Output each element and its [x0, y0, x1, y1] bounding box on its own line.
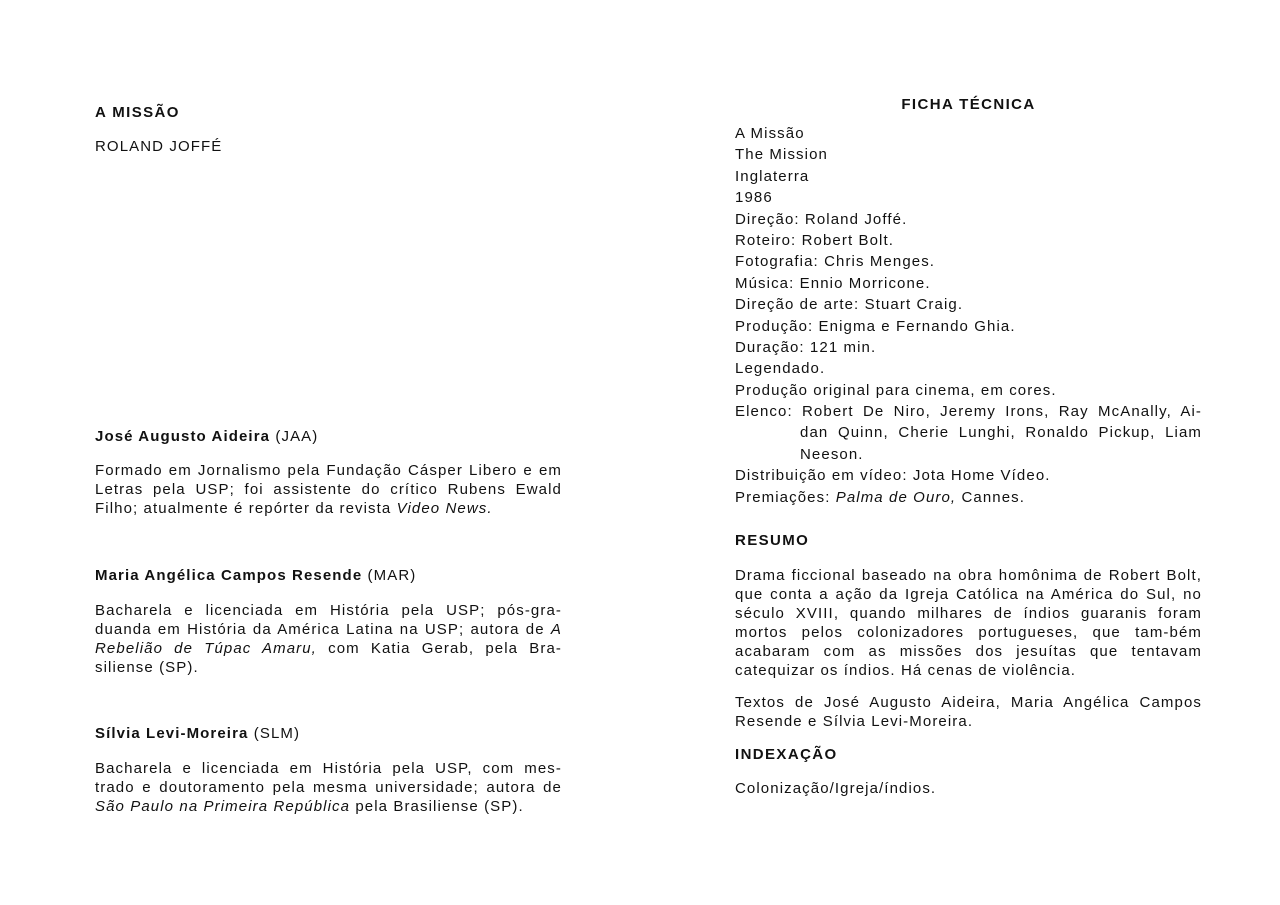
author-initials: (JAA)	[275, 428, 319, 445]
ficha-fotografia: Fotografia: Chris Menges.	[735, 253, 936, 271]
ficha-roteiro: Roteiro: Robert Bolt.	[735, 231, 894, 249]
ficha-titulo-original: The Mission	[735, 146, 828, 164]
author-heading	[95, 725, 300, 742]
author-bio-text: Bacharela e licenciada em História pela USP; pós-gra-duanda em História da América Latina na USP; autora de	[95, 602, 562, 638]
author-name: Sílvia Levi-Moreira	[95, 725, 249, 742]
ficha-legendado: Legendado.	[735, 360, 826, 378]
author-initials: (SLM)	[253, 725, 301, 742]
ficha-producao-original: Produção original para cinema, em cores.	[735, 381, 1057, 399]
ficha-distribuicao: Distribuição em vídeo: Jota Home Vídeo.	[735, 467, 1051, 485]
ficha-producao: Produção: Enigma e Fernando Ghia.	[735, 317, 1016, 335]
resumo-heading: RESUMO	[735, 532, 810, 549]
ficha-elenco	[735, 401, 1202, 465]
author-bio-italic: A Rebelião de Túpac Amaru,	[95, 621, 562, 657]
author-bio	[95, 759, 562, 816]
ficha-titulo: A Missão	[735, 125, 805, 142]
ficha-ano: 1986	[735, 189, 773, 207]
elenco-line: Robert De Niro, Jeremy Irons, Ray McAnally, Ai-	[802, 403, 1202, 421]
author-bio-italic: Video News.	[396, 500, 493, 517]
author-heading	[95, 428, 318, 445]
ficha-pais: Inglaterra	[735, 167, 810, 185]
film-title: A MISSÃO	[95, 104, 180, 121]
author-name: Maria Angélica Campos Resende	[95, 567, 363, 584]
ficha-tecnica	[735, 123, 1202, 508]
right-page	[640, 0, 1280, 905]
premiacoes-label: Premiações:	[735, 488, 836, 506]
indexacao-heading: INDEXAÇÃO	[735, 746, 838, 763]
author-name: José Augusto Aideira	[95, 428, 271, 445]
ficha-duracao: Duração: 121 min.	[735, 338, 877, 356]
premiacoes-award: Palma de Ouro,	[835, 488, 957, 506]
ficha-premiacoes	[735, 487, 1202, 508]
author-bio-tail: com Katia Gerab, pela Bra-siliense (SP).	[95, 640, 562, 676]
director-name: ROLAND JOFFÉ	[95, 138, 223, 155]
textos-credit: Textos de José Augusto Aideira, Maria Angélica Campos Resende e Sílvia Levi-Moreira.	[735, 694, 1202, 730]
author-bio	[95, 601, 562, 677]
elenco-line: dan Quinn, Cherie Lunghi, Ronaldo Pickup, Liam	[800, 424, 1202, 442]
elenco-line: Neeson.	[800, 445, 864, 463]
premiacoes-festival: Cannes.	[956, 488, 1026, 506]
author-bio	[95, 461, 562, 518]
author-bio-text: Bacharela e licenciada em História pela USP, com mes-trado e doutoramento pela mesma universidade; autora de	[95, 760, 562, 796]
ficha-direcao-arte: Direção de arte: Stuart Craig.	[735, 296, 964, 314]
author-heading	[95, 567, 416, 584]
ficha-direcao: Direção: Roland Joffé.	[735, 210, 908, 228]
ficha-heading: FICHA TÉCNICA	[901, 96, 1036, 113]
author-bio-text: Formado em Jornalismo pela Fundação Cásper Libero e em Letras pela USP; foi assistente do crítico Rubens Ewald Filho; atualmente é repórter da revista	[95, 462, 562, 517]
author-bio-italic: São Paulo na Primeira República	[95, 798, 351, 815]
author-initials: (MAR)	[367, 567, 417, 584]
resumo-text: Drama ficcional baseado na obra homônima de Robert Bolt, que conta a ação da Igreja Católica na América do Sul, no século XVIII, quando milhares de índios guaranis foram mortos pelos colonizadores portugueses, que tam-bém acabaram com as missões dos jesuítas que tentavam catequizar os índios. Há cenas de violência.	[735, 567, 1202, 679]
ficha-musica: Música: Ennio Morricone.	[735, 274, 931, 292]
indexacao-text: Colonização/Igreja/índios.	[735, 780, 937, 797]
elenco-label: Elenco:	[735, 403, 793, 421]
author-bio-tail: pela Brasiliense (SP).	[350, 798, 524, 815]
